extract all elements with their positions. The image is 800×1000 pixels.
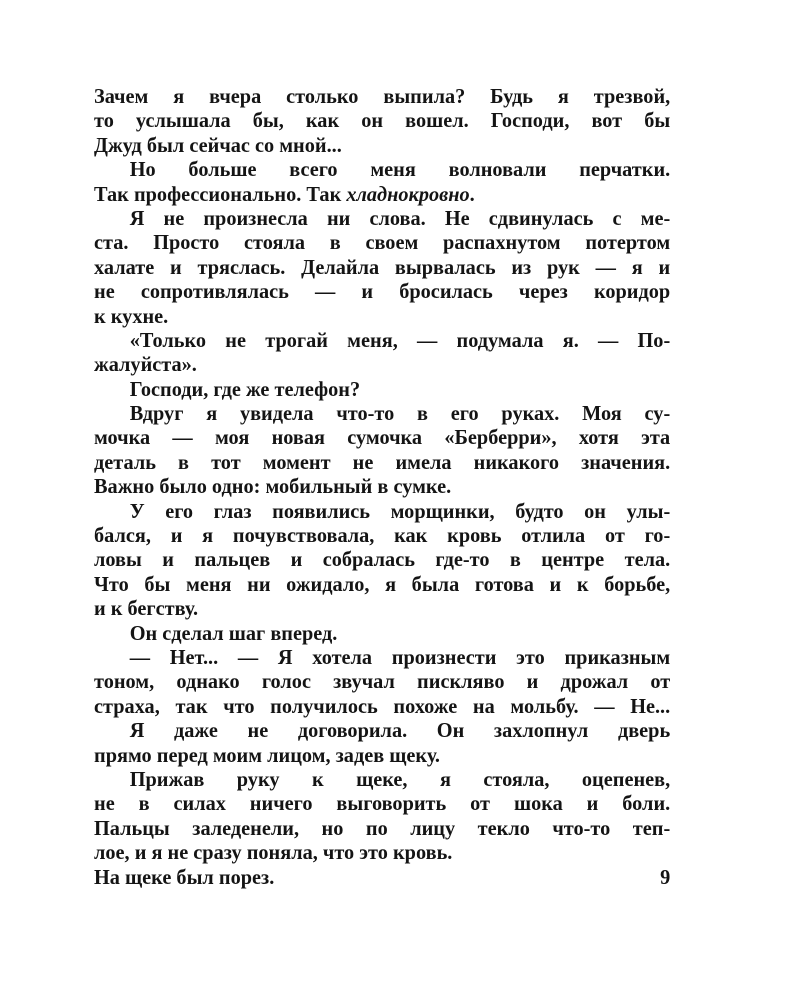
text-line-content: халате и тряслась. Делайла вырвалась из рук — я и — [94, 254, 671, 279]
text-line — [94, 499, 670, 523]
text-line-content: не в силах ничего выговорить от шока и боли. — [94, 791, 671, 816]
text-line — [94, 474, 670, 498]
text-line-content: бался, и я почувствовала, как кровь отлила от го- — [94, 523, 671, 548]
text-line-content: Так профессионально. Так — [94, 181, 347, 206]
text-line-content: Вдруг я увидела что-то в его руках. Моя су- — [129, 401, 671, 426]
italic-word: хладнокровно — [346, 181, 470, 206]
text-line — [94, 669, 670, 693]
text-line — [94, 401, 670, 425]
text-line-content: мочка — моя новая сумочка «Берберри», хотя эта — [94, 425, 671, 450]
text-line — [94, 645, 670, 669]
text-line-content: У его глаз появились морщинки, будто он улы- — [129, 498, 671, 523]
text-line — [94, 108, 670, 132]
text-line — [94, 791, 670, 815]
text-line-content: деталь в тот момент не имела никакого значения. — [94, 449, 671, 474]
text-line — [94, 523, 670, 547]
text-line — [94, 377, 670, 401]
trailing-punctuation: . — [469, 181, 475, 206]
page-number: 9 — [660, 864, 671, 889]
text-line-content: и к бегству. — [94, 596, 199, 621]
text-line-content: «Только не трогай меня, — подумала я. — По- — [129, 327, 671, 352]
text-line-content: прямо перед моим лицом, задев щеку. — [94, 742, 441, 767]
text-line — [94, 279, 670, 303]
text-line-content: лое, и я не сразу поняла, что это кровь. — [94, 840, 453, 865]
text-line-content: то услышала бы, как он вошел. Господи, вот бы — [94, 108, 671, 133]
text-line-content: Господи, где же телефон? — [129, 376, 361, 401]
text-line — [94, 328, 670, 352]
last-row — [94, 865, 670, 889]
text-line — [94, 304, 670, 328]
text-line-content: Он сделал шаг вперед. — [129, 620, 338, 645]
text-line-content: Зачем я вчера столько выпила? Будь я трезвой, — [94, 84, 671, 108]
text-line — [94, 572, 670, 596]
text-line — [94, 206, 670, 230]
text-line — [94, 621, 670, 645]
text-line — [94, 694, 670, 718]
text-line-content: не сопротивлялась — и бросилась через коридор — [94, 279, 671, 304]
text-line — [94, 133, 670, 157]
text-line — [94, 352, 670, 376]
book-page-text — [94, 84, 670, 889]
text-line-content: ловы и пальцев и собралась где-то в центре тела. — [94, 547, 671, 572]
text-line-content: Пальцы заледенели, но по лицу текло что-то теп- — [94, 815, 671, 840]
text-line-content: Я не произнесла ни слова. Не сдвинулась с ме- — [129, 205, 671, 230]
text-line-content: Прижав руку к щеке, я стояла, оцепенев, — [129, 766, 671, 791]
text-line — [94, 816, 670, 840]
last-line: На щеке был порез. — [94, 864, 275, 889]
text-line-content: Но больше всего меня волновали перчатки. — [129, 157, 671, 182]
text-line — [94, 596, 670, 620]
text-line-content: Что бы меня ни ожидало, я была готова и к борьбе, — [94, 571, 671, 596]
text-line-content: — Нет... — Я хотела произнести это приказным — [129, 644, 671, 669]
text-line — [94, 743, 670, 767]
text-line — [94, 450, 670, 474]
text-body — [94, 84, 670, 865]
text-line — [94, 182, 670, 206]
text-line — [94, 157, 670, 181]
text-line-content: Важно было одно: мобильный в сумке. — [94, 474, 452, 499]
text-line-content: страха, так что получилось похоже на мольбу. — Не... — [94, 693, 671, 718]
text-line — [94, 767, 670, 791]
text-line-content: ста. Просто стояла в своем распахнутом потертом — [94, 230, 671, 255]
text-line-content: к кухне. — [94, 303, 169, 328]
text-line — [94, 547, 670, 571]
text-line-content: Я даже не договорила. Он захлопнул дверь — [129, 718, 671, 743]
text-line — [94, 255, 670, 279]
text-line — [94, 230, 670, 254]
text-line — [94, 718, 670, 742]
text-line-content: жалуйста». — [94, 352, 197, 377]
text-line — [94, 425, 670, 449]
text-line-content: тоном, однако голос звучал пискляво и дрожал от — [94, 669, 671, 694]
text-line-content: Джуд был сейчас со мной... — [94, 132, 342, 157]
text-line — [94, 840, 670, 864]
text-line — [94, 84, 670, 108]
